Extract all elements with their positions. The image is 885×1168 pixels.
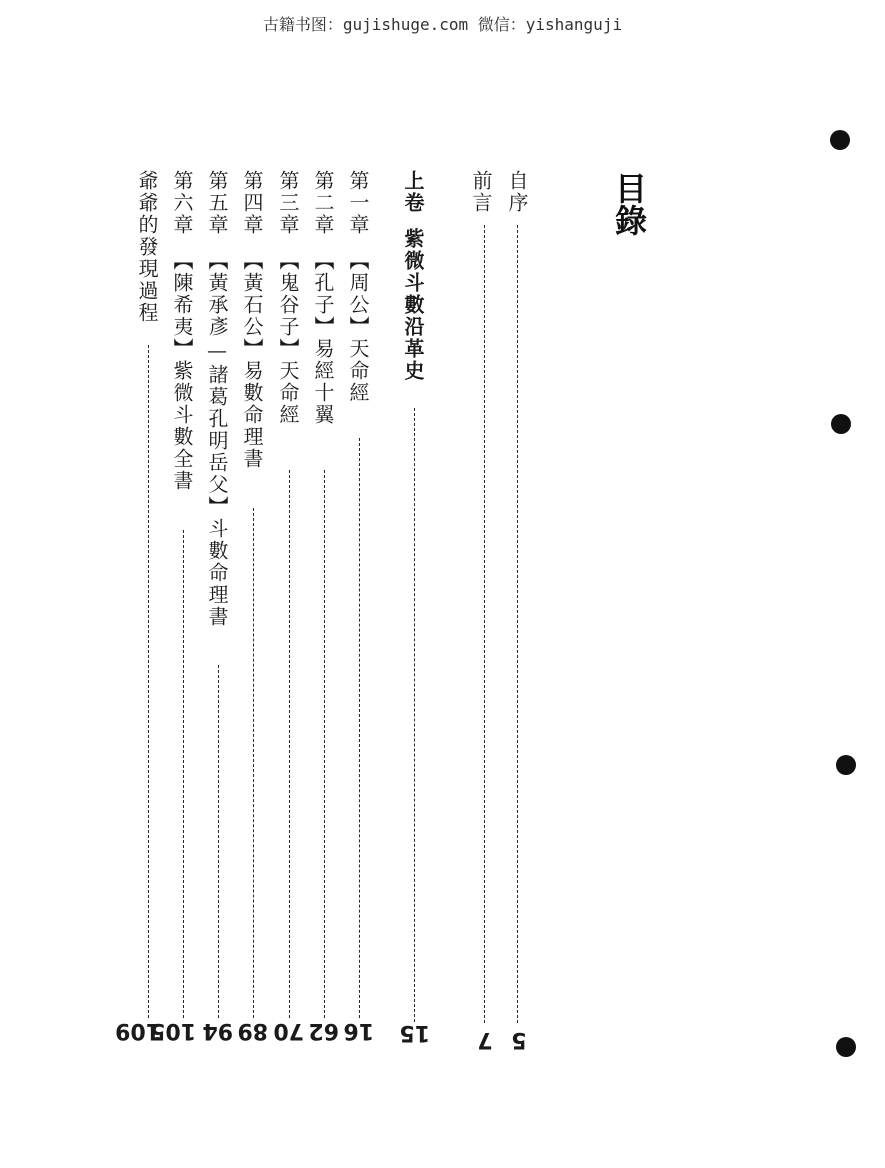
leader-dots xyxy=(183,530,184,1018)
toc-page-number: 16 xyxy=(343,1018,374,1043)
toc-page-number: 15 xyxy=(399,1020,430,1045)
toc-entry-chapter-1[interactable] xyxy=(341,170,375,404)
toc-entry-prefix: 第三章 xyxy=(276,170,300,236)
toc-entry-label: 紫微斗數沿革史 xyxy=(401,228,425,382)
leader-dots xyxy=(253,508,254,1018)
toc-entry-chapter-3[interactable] xyxy=(271,170,305,426)
toc-page-number: 62 xyxy=(308,1018,339,1043)
toc-entry-chapter-5[interactable] xyxy=(200,170,234,628)
toc-entry-label: 【孔子】易經十翼 xyxy=(311,250,335,426)
toc-page-number: 94 xyxy=(202,1018,233,1043)
toc-page-number: 105 xyxy=(150,1018,196,1043)
toc-entry-label: 【陳希夷】紫微斗數全書 xyxy=(170,250,194,492)
toc-entry-foreword[interactable] xyxy=(464,170,498,214)
toc-entry-label: 【鬼谷子】天命經 xyxy=(276,250,300,426)
toc-entry-label: 爺爺的發現過程 xyxy=(135,170,159,324)
toc-entry-prefix: 第一章 xyxy=(346,170,370,236)
leader-dots xyxy=(359,438,360,1018)
binding-hole xyxy=(830,130,850,150)
toc-entry-grandfather[interactable] xyxy=(130,170,164,324)
toc-entry-chapter-2[interactable] xyxy=(306,170,340,426)
toc-entry-prefix: 第四章 xyxy=(240,170,264,236)
toc-entry-label: 【黃石公】易數命理書 xyxy=(240,250,264,470)
binding-hole xyxy=(836,755,856,775)
toc-page-number: 89 xyxy=(237,1018,268,1043)
binding-hole xyxy=(836,1037,856,1057)
watermark-text: 古籍书图：gujishuge.com 微信：yishanguji xyxy=(262,15,623,34)
toc-entry-chapter-6[interactable] xyxy=(165,170,199,492)
toc-page-number: 70 xyxy=(273,1018,304,1043)
leader-dots xyxy=(289,470,290,1018)
toc-entry-label: 【黃承彥—諸葛孔明岳父】斗數命理書 xyxy=(205,250,229,628)
leader-dots xyxy=(218,665,219,1018)
leader-dots xyxy=(414,408,415,1022)
toc-entry-prefix: 第六章 xyxy=(170,170,194,236)
toc-entry-prefix: 第二章 xyxy=(311,170,335,236)
toc-entry-preface[interactable] xyxy=(500,170,534,214)
toc-entry-label: 自序 xyxy=(505,170,529,214)
toc-entry-prefix: 第五章 xyxy=(205,170,229,236)
leader-dots xyxy=(148,345,149,1018)
page-title: 目錄 xyxy=(610,172,648,236)
leader-dots xyxy=(324,470,325,1018)
leader-dots xyxy=(484,225,485,1023)
toc-entry-prefix: 上卷 xyxy=(401,170,425,214)
toc-entry-label: 前言 xyxy=(469,170,493,214)
toc-entry-chapter-4[interactable] xyxy=(235,170,269,470)
binding-hole xyxy=(831,414,851,434)
toc-entry-volume-one[interactable] xyxy=(396,170,430,382)
toc-page-number: 7 xyxy=(477,1027,493,1052)
leader-dots xyxy=(517,225,518,1023)
toc-page-number: 5 xyxy=(511,1027,527,1052)
toc-entry-label: 【周公】天命經 xyxy=(346,250,370,404)
toc-page-number: 109 xyxy=(115,1018,161,1043)
